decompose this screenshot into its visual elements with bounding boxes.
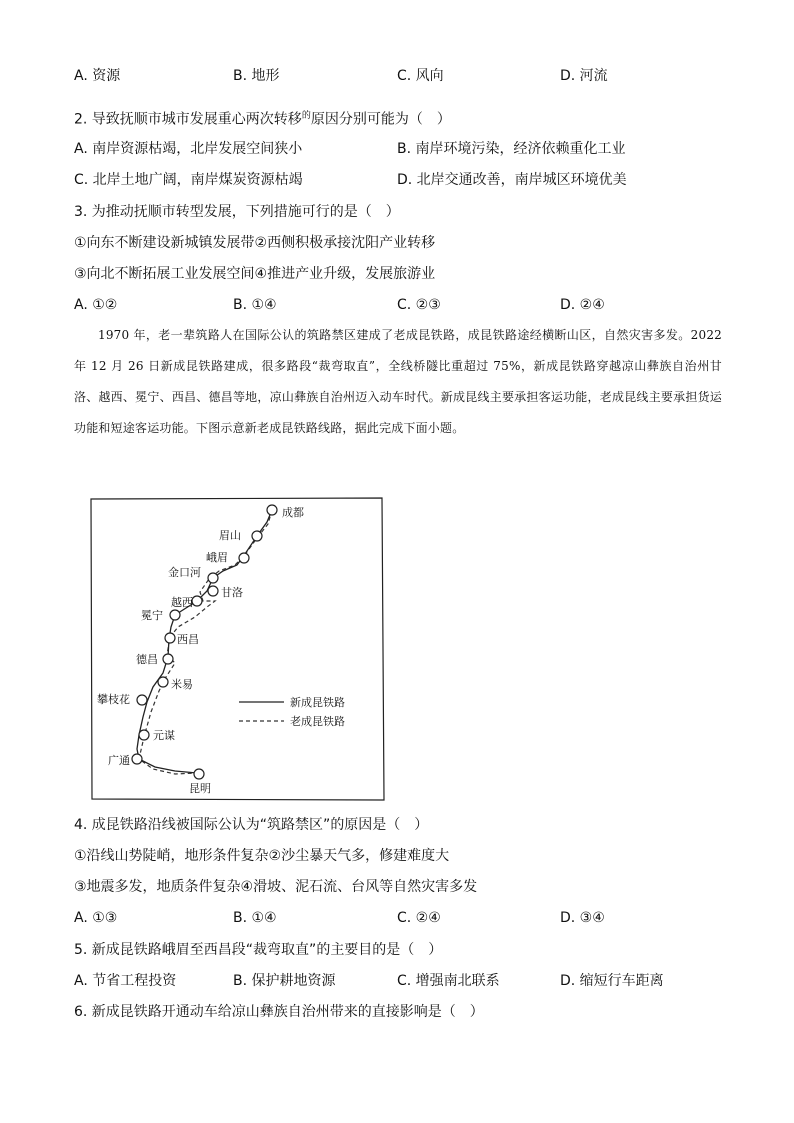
q4-options [74, 908, 734, 928]
station-marker-meishan [252, 531, 262, 541]
q5-option-c[interactable]: C. 增强南北联系 [397, 973, 500, 989]
station-marker-xichang [165, 633, 175, 643]
q4-option-c[interactable]: C. ②④ [397, 910, 441, 926]
legend-old-label: 老成昆铁路 [290, 715, 345, 728]
q2-option-d[interactable]: D. 北岸交通改善，南岸城区环境优美 [397, 172, 627, 188]
station-label-jinkouhe: 金口河 [168, 566, 201, 579]
station-marker-chengdu [267, 505, 277, 515]
q6-stem: 6. 新成昆铁路开通动车给凉山彝族自治州带来的直接影响是（ ） [74, 1004, 484, 1020]
q2-option-b[interactable]: B. 南岸环境污染，经济依赖重化工业 [397, 141, 626, 157]
q4-option-b[interactable]: B. ①④ [233, 910, 277, 926]
station-label-yuexi: 越西 [171, 596, 193, 609]
q5-options [74, 971, 734, 991]
q4-item-line1: ①沿线山势陡峭，地形条件复杂②沙尘暴天气多，修建难度大 [74, 848, 450, 864]
station-marker-panzhihua [137, 695, 147, 705]
station-marker-ganluo [208, 586, 218, 596]
passage [74, 320, 722, 444]
station-marker-jinkouhe [208, 573, 218, 583]
railway-map [89, 497, 385, 801]
station-label-kunming: 昆明 [189, 782, 211, 795]
station-label-guangtong: 广通 [108, 754, 130, 767]
q5-option-a[interactable]: A. 节省工程投资 [74, 973, 177, 989]
passage-text: 1970 年，老一辈筑路人在国际公认的筑路禁区建成了老成昆铁路，成昆铁路途经横断山区，自然灾害多发。2022 年 12 月 26 日新成昆铁路建成，很多路段“裁弯取直”，全线桥隧比重超过 75%，新成昆铁路穿越凉山彝族自治州甘洛、越西、冕宁、西昌、德昌等地，凉山彝族自治州迈入动车时代。新成昆线主要承担客运功能，老成昆线主要承担货运功能和短途客运功能。下图示意新老成昆铁路线路，据此完成下面小题。 [74, 328, 722, 435]
station-marker-yuexi [192, 596, 202, 606]
station-marker-guangtong [132, 754, 142, 764]
q2-stem-mark: 的 [301, 111, 311, 121]
q3-item-line2: ③向北不断拓展工业发展空间④推进产业升级，发展旅游业 [74, 266, 436, 282]
q1-options [74, 66, 734, 86]
station-label-dechang: 德昌 [136, 653, 158, 666]
station-label-yuanmou: 元谋 [153, 729, 175, 742]
q1-option-c[interactable]: C. 风向 [397, 68, 444, 84]
q2-option-c[interactable]: C. 北岸土地广阔，南岸煤炭资源枯竭 [74, 172, 303, 188]
station-label-mianning: 冕宁 [141, 609, 163, 622]
station-marker-mianning [170, 610, 180, 620]
station-marker-yuanmou [139, 730, 149, 740]
q4-option-d[interactable]: D. ③④ [560, 910, 605, 926]
q5-option-d[interactable]: D. 缩短行车距离 [560, 973, 664, 989]
q2-options-row2 [74, 170, 734, 190]
q3-option-d[interactable]: D. ②④ [560, 297, 605, 313]
station-marker-emei [239, 553, 249, 563]
q2-stem-part-a: 2. 导致抚顺市城市发展重心两次转移 [74, 111, 302, 128]
q4-item-line2: ③地震多发，地质条件复杂④滑坡、泥石流、台风等自然灾害多发 [74, 879, 478, 895]
station-label-meishan: 眉山 [219, 529, 241, 542]
q5-option-b[interactable]: B. 保护耕地资源 [233, 973, 336, 989]
q4-option-a[interactable]: A. ①③ [74, 910, 118, 926]
q2-option-a[interactable]: A. 南岸资源枯竭，北岸发展空间狭小 [74, 141, 303, 157]
station-marker-dechang [163, 654, 173, 664]
q3-options [74, 295, 734, 315]
legend-new-label: 新成昆铁路 [290, 696, 345, 709]
station-label-chengdu: 成都 [282, 506, 304, 519]
q1-option-b[interactable]: B. 地形 [233, 68, 280, 84]
station-label-miyi: 米易 [171, 678, 193, 691]
q1-option-d[interactable]: D. 河流 [560, 68, 608, 84]
q3-item-line1: ①向东不断建设新城镇发展带②西侧积极承接沈阳产业转移 [74, 235, 436, 251]
q2-options-row1 [74, 139, 734, 159]
station-label-panzhihua: 攀枝花 [97, 693, 130, 706]
station-marker-miyi [158, 677, 168, 687]
station-label-emei: 峨眉 [206, 551, 228, 564]
station-marker-kunming [194, 769, 204, 779]
q3-option-c[interactable]: C. ②③ [397, 297, 441, 313]
q4-stem: 4. 成昆铁路沿线被国际公认为“筑路禁区”的原因是（ ） [74, 817, 429, 833]
station-label-xichang: 西昌 [177, 633, 199, 646]
q3-option-b[interactable]: B. ①④ [233, 297, 277, 313]
station-label-ganluo: 甘洛 [221, 586, 243, 599]
q1-option-a[interactable]: A. 资源 [74, 68, 121, 84]
q5-stem: 5. 新成昆铁路峨眉至西昌段“裁弯取直”的主要目的是（ ） [74, 942, 443, 958]
q3-option-a[interactable]: A. ①② [74, 297, 118, 313]
q2-stem-part-b: 原因分别可能为（ ） [310, 111, 451, 128]
q3-stem: 3. 为推动抚顺市转型发展，下列措施可行的是（ ） [74, 204, 400, 220]
q2-stem [74, 106, 451, 130]
